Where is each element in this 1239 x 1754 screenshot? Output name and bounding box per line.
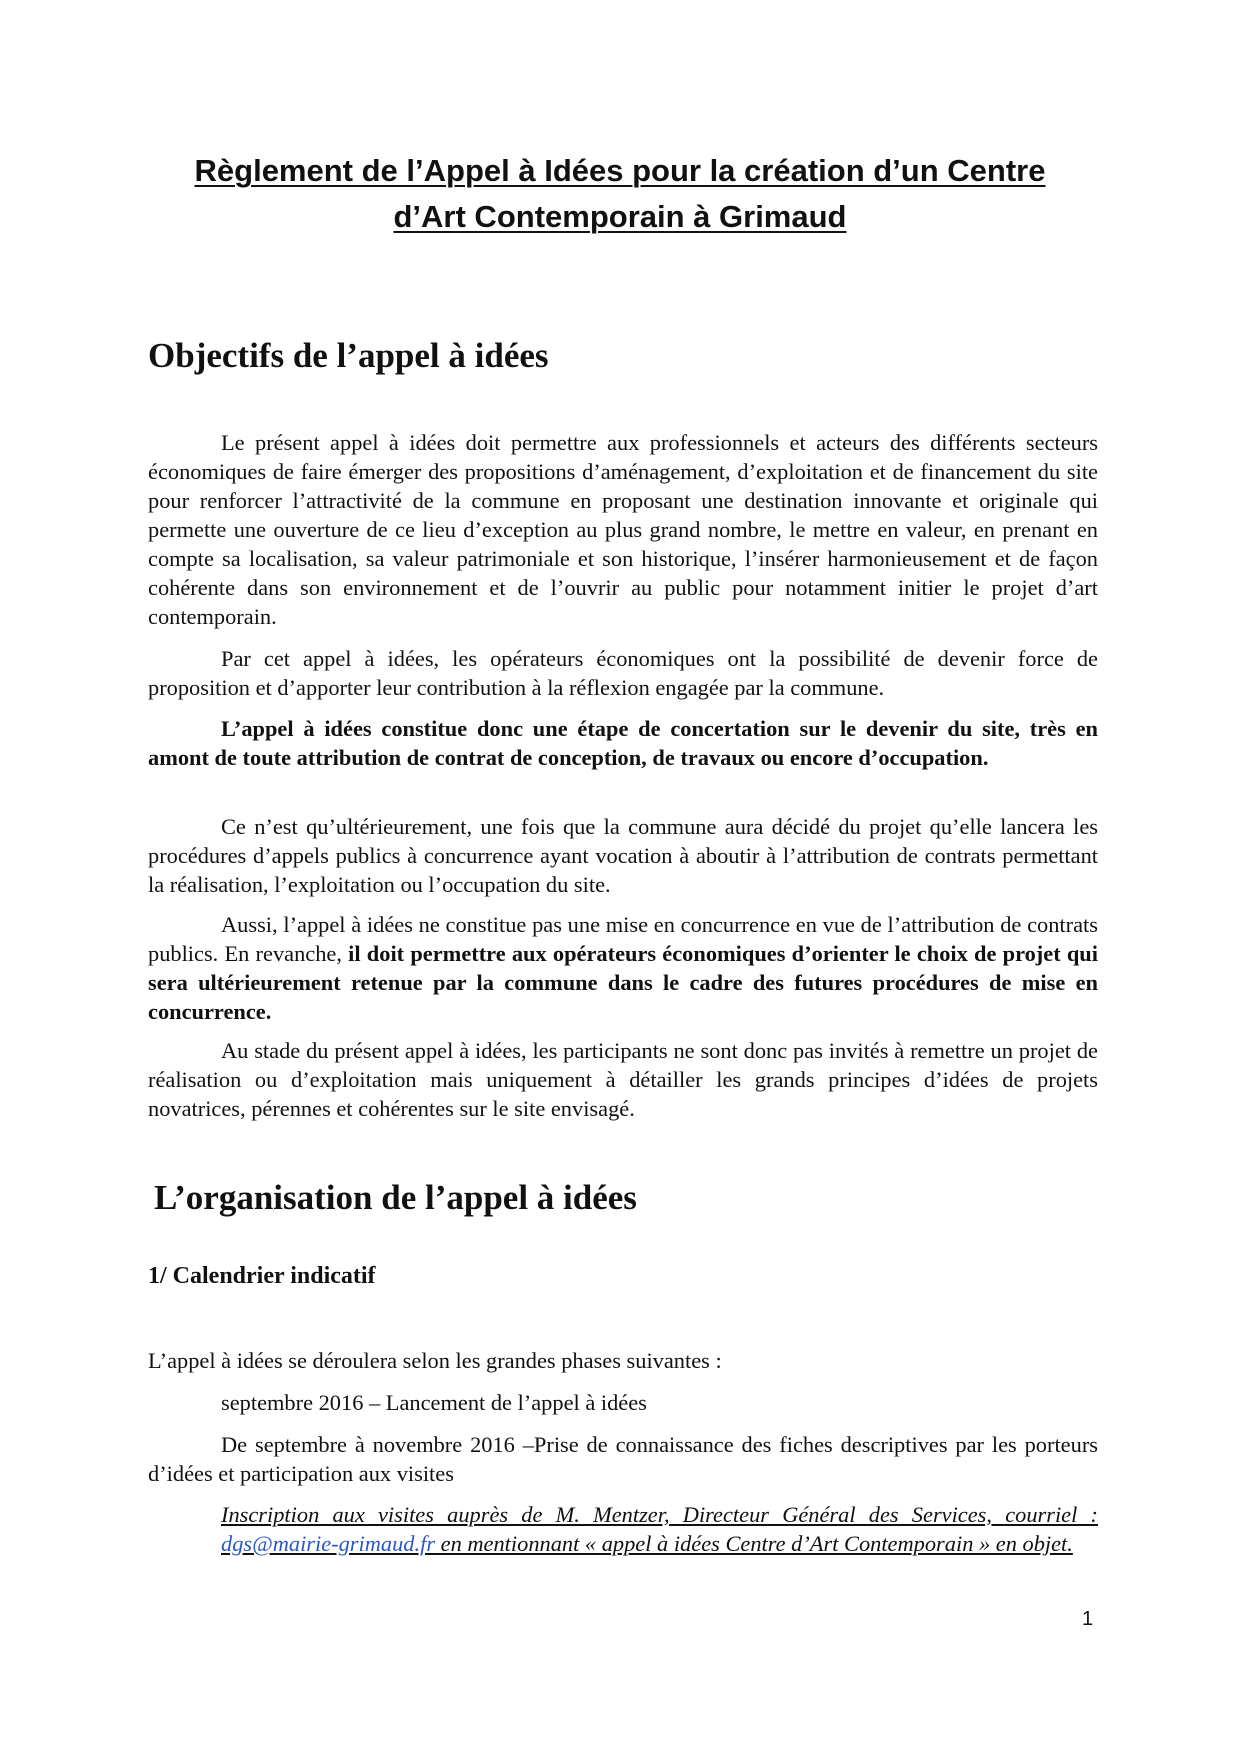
paragraph-3-bold: L’appel à idées constitue donc une étape de concertation sur le devenir du site, très en amont de toute attribution de contrat de conception, de travaux ou encore d’occupation.	[148, 716, 1098, 770]
title-line-1: Règlement de l’Appel à Idées pour la création d’un Centre	[194, 153, 1046, 188]
paragraph-5-text: Aussi, l’appel à idées ne constitue pas une mise en concurrence en vue de l’attribution de contrats publics. En revanche,	[148, 912, 1098, 966]
email-link[interactable]: dgs@mairie-grimaud.fr	[221, 1531, 436, 1556]
title-line-2: d’Art Contemporain à Grimaud	[393, 199, 847, 234]
phase-1: septembre 2016 – Lancement de l’appel à idées	[221, 1390, 647, 1415]
section-heading-organisation: L’organisation de l’appel à idées	[154, 1178, 637, 1217]
inscription-note	[221, 1500, 1098, 1558]
paragraph-1: Le présent appel à idées doit permettre aux professionnels et acteurs des différents secteurs économiques de faire émerger des propositions d’aménagement, d’exploitation et de financement du site pour renforcer l’attractivité de la commune en proposant une destination innovante et originale qui permette une ouverture de ce lieu d’exception au plus grand nombre, le mettre en valeur, en prenant en compte sa localisation, sa valeur patrimoniale et son historique, l’insérer harmonieusement et de façon cohérente dans son environnement et de l’ouvrir au public pour notamment initier le projet d’art contemporain.	[148, 430, 1098, 629]
phase-2: De septembre à novembre 2016 –Prise de connaissance des fiches descriptives par les porteurs d’idées et participation aux visites	[148, 1432, 1098, 1486]
paragraph-5	[148, 910, 1098, 1026]
document-title	[150, 148, 1090, 240]
inscription-text-end: en mentionnant « appel à idées Centre d’Art Contemporain » en objet.	[435, 1531, 1073, 1556]
paragraph-6: Au stade du présent appel à idées, les participants ne sont donc pas invités à remettre un projet de réalisation ou d’exploitation mais uniquement à détailler les grands principes d’idées de projets novatrices, pérennes et cohérentes sur le site envisagé.	[148, 1038, 1098, 1121]
sub-heading-calendrier: 1/ Calendrier indicatif	[148, 1263, 376, 1289]
calendar-intro: L’appel à idées se déroulera selon les grandes phases suivantes :	[148, 1348, 722, 1373]
page-number: 1	[1082, 1608, 1094, 1630]
paragraph-4: Ce n’est qu’ultérieurement, une fois que la commune aura décidé du projet qu’elle lancera les procédures d’appels publics à concurrence ayant vocation à aboutir à l’attribution de contrats permettant la réalisation, l’exploitation ou l’occupation du site.	[148, 814, 1098, 897]
paragraph-5-bold: il doit permettre aux opérateurs économiques d’orienter le choix de projet qui sera ultérieurement retenue par la commune dans le cadre des futures procédures de mise en concurrence.	[148, 941, 1098, 1024]
paragraph-2: Par cet appel à idées, les opérateurs économiques ont la possibilité de devenir force de proposition et d’apporter leur contribution à la réflexion engagée par la commune.	[148, 646, 1098, 700]
section-heading-objectifs: Objectifs de l’appel à idées	[148, 336, 549, 375]
inscription-text: Inscription aux visites auprès de M. Mentzer, Directeur Général des Services, courriel :	[221, 1502, 1098, 1527]
